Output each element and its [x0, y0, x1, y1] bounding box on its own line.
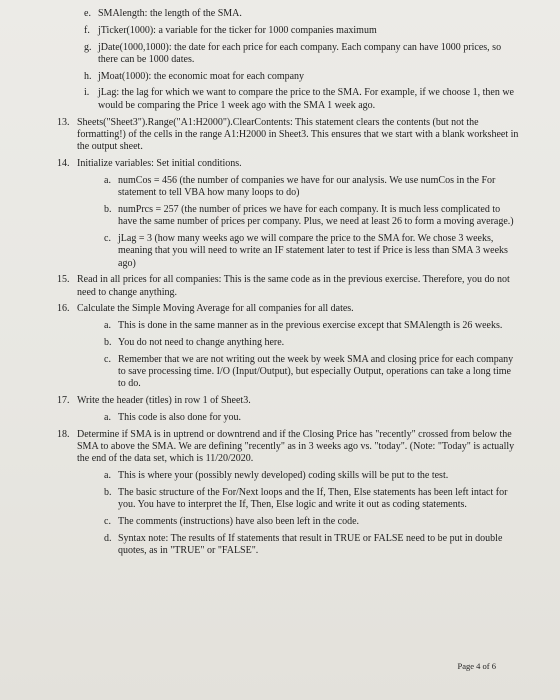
item-text: This is where your (possibly newly developed) coding skills will be put to the test.: [118, 470, 449, 482]
lettered-subitem: [48, 354, 520, 391]
item-marker: h.: [84, 70, 92, 82]
item-text: The comments (instructions) have also been left in the code.: [118, 516, 360, 528]
lettered-subitem: [48, 71, 520, 83]
item-marker: 18.: [57, 428, 70, 440]
item-marker: e.: [84, 8, 91, 19]
numbered-item: [48, 117, 520, 154]
item-text: Syntax note: The results of If statements that result in TRUE or FALSE need to be put in double quotes, as in "TRUE" or "FALSE".: [118, 532, 503, 557]
item-marker: f.: [84, 24, 90, 36]
lettered-subitem: [48, 233, 520, 270]
item-marker: 15.: [57, 274, 70, 286]
item-marker: d.: [104, 532, 112, 544]
lettered-subitem: [48, 8, 520, 20]
lettered-subitem: [48, 487, 520, 512]
item-text: Calculate the Simple Moving Average for all companies for all dates.: [77, 303, 354, 315]
item-marker: c.: [104, 353, 111, 365]
instruction-list: [48, 8, 520, 557]
item-marker: 13.: [57, 116, 70, 128]
item-text: The basic structure of the For/Next loops and the If, Then, Else statements has been left intact for you. You have to interpret the If, Then, Else logic and write it out as coding statements.: [118, 487, 508, 511]
item-text: jLag: the lag for which we want to compare the price to the SMA. For example, if we choose 1, then we would be comparing the Price 1 week ago with the SMA 1 week ago.: [98, 87, 514, 111]
numbered-item: [48, 274, 520, 299]
numbered-item: [48, 158, 520, 170]
item-marker: b.: [104, 487, 112, 498]
item-marker: a.: [104, 470, 111, 482]
page-number: Page 4 of 6: [457, 660, 496, 671]
item-text: Write the header (titles) in row 1 of Sheet3.: [77, 395, 251, 407]
lettered-subitem: [48, 533, 520, 558]
item-text: Sheets("Sheet3").Range("A1:H2000").ClearContents: This statement clears the contents (but not the formatting!) of the cells in the range A1:H2000 in Sheet3. This ensures that we start with a blank worksheet in the output sheet.: [77, 116, 519, 153]
lettered-subitem: [48, 204, 520, 229]
item-text: jLag = 3 (how many weeks ago we will compare the price to the SMA for. We chose 3 weeks, meaning that you will need to write an IF statement later to test if Price is less than SMA 3 weeks ago): [118, 232, 508, 269]
item-text: numPrcs = 257 (the number of prices we have for each company. It is much less complicated to have the same number of prices per company. Plus, we need at least 26 to form a moving average.): [118, 203, 514, 228]
item-text: Initialize variables: Set initial conditions.: [77, 157, 242, 169]
lettered-subitem: [48, 337, 520, 349]
numbered-item: [48, 429, 520, 466]
item-marker: c.: [104, 516, 111, 528]
item-marker: a.: [104, 412, 111, 424]
item-marker: a.: [104, 320, 111, 332]
lettered-subitem: [48, 320, 520, 332]
item-marker: b.: [104, 203, 112, 215]
lettered-subitem: [48, 42, 520, 67]
item-text: SMAlength: the length of the SMA.: [98, 8, 242, 19]
item-text: This code is also done for you.: [118, 412, 242, 424]
lettered-subitem: [48, 87, 520, 112]
numbered-item: [48, 303, 520, 315]
item-marker: 14.: [57, 157, 70, 169]
lettered-subitem: [48, 175, 520, 200]
item-marker: c.: [104, 232, 111, 244]
item-marker: 16.: [57, 303, 70, 315]
item-text: numCos = 456 (the number of companies we have for our analysis. We use numCos in the For statement to tell VBA how many loops to do): [118, 174, 496, 199]
item-text: Determine if SMA is in uptrend or downtrend and if the Closing Price has "recently" crossed from below the SMA to above the SMA. We are defining "recently" as in 3 weeks ago vs. "today". (Note: "Today" is actually the end of the data set, which is 11/20/2020.: [77, 428, 515, 465]
item-text: You do not need to change anything here.: [118, 337, 285, 349]
item-text: jMoat(1000): the economic moat for each company: [98, 70, 305, 82]
lettered-subitem: [48, 25, 520, 37]
item-text: This is done in the same manner as in the previous exercise except that SMAlength is 26 weeks.: [118, 320, 503, 332]
lettered-subitem: [48, 470, 520, 482]
item-marker: a.: [104, 174, 111, 186]
item-text: jDate(1000,1000): the date for each price for each company. Each company can have 1000 prices, so there can be 1000 dates.: [98, 41, 502, 65]
item-marker: 17.: [57, 395, 70, 407]
item-text: Read in all prices for all companies: This is the same code as in the previous exercise. Therefore, you do not need to change anything.: [77, 274, 510, 298]
item-marker: i.: [84, 87, 90, 99]
item-text: Remember that we are not writing out the week by week SMA and closing price for each company to save processing time. I/O (Input/Output), but especially Output, operations can take a long time to do.: [118, 353, 514, 390]
lettered-subitem: [48, 516, 520, 528]
item-marker: b.: [104, 337, 112, 349]
item-text: jTicker(1000): a variable for the ticker for 1000 companies maximum: [98, 24, 377, 36]
numbered-item: [48, 395, 520, 407]
item-marker: g.: [84, 41, 92, 53]
lettered-subitem: [48, 412, 520, 424]
